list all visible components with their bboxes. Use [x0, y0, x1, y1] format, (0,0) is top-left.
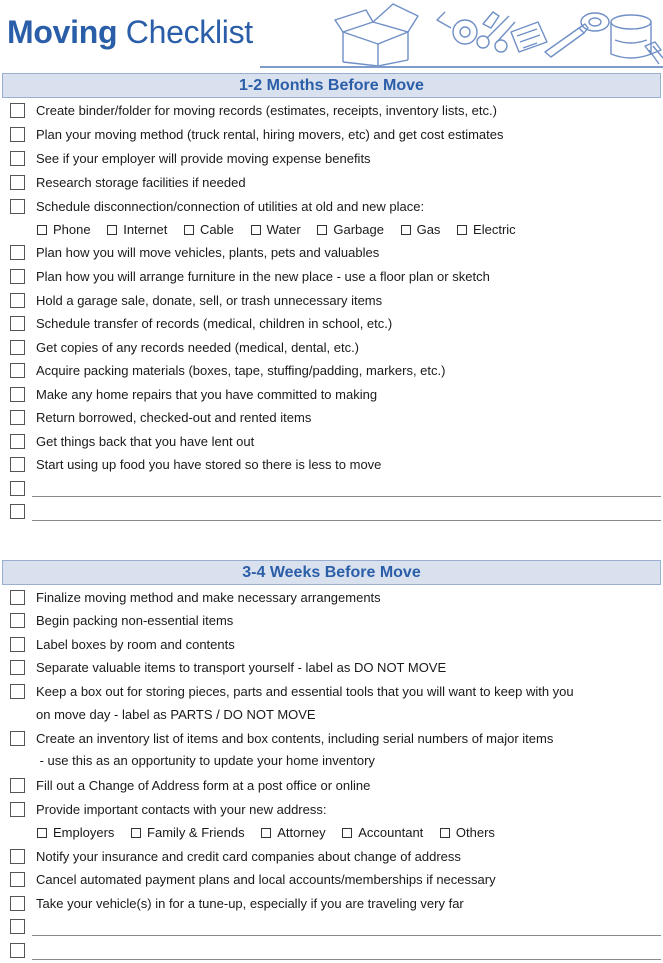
checkbox[interactable] [10, 849, 25, 864]
checkbox[interactable] [10, 590, 25, 605]
checklist-item [0, 124, 663, 147]
checkbox[interactable] [10, 613, 25, 628]
checkbox[interactable] [10, 199, 25, 214]
section-1-heading-bar [2, 73, 661, 98]
item-text: Label boxes by room and contents [36, 637, 235, 652]
checkbox[interactable] [10, 269, 25, 284]
title-bold: Moving [7, 14, 118, 50]
item-text: Hold a garage sale, donate, sell, or trash unnecessary items [36, 293, 383, 308]
title-light: Checklist [125, 14, 253, 50]
checkbox[interactable] [10, 504, 25, 519]
item-text: Plan your moving method (truck rental, hiring movers, etc) and get cost estimates [36, 127, 504, 142]
checklist-item [0, 431, 663, 454]
checklist-item [0, 681, 663, 704]
checkbox[interactable] [10, 802, 25, 817]
mini-checkbox[interactable] [251, 225, 261, 235]
item-text: Fill out a Change of Address form at a post office or online [36, 778, 371, 793]
mini-checkbox[interactable] [184, 225, 194, 235]
checkbox[interactable] [10, 151, 25, 166]
contact-option[interactable]: Attorney [261, 824, 325, 841]
item-text: See if your employer will provide moving expense benefits [36, 151, 371, 166]
item-text: Begin packing non-essential items [36, 613, 234, 628]
mini-checkbox[interactable] [401, 225, 411, 235]
page-title [7, 14, 253, 51]
item-text: Make any home repairs that you have committed to making [36, 387, 378, 402]
checklist-item [0, 587, 663, 610]
contact-option[interactable]: Family & Friends [131, 824, 245, 841]
mini-checkbox[interactable] [37, 225, 47, 235]
item-text-continued: - use this as an opportunity to update your home inventory [36, 753, 375, 768]
checkbox[interactable] [10, 127, 25, 142]
mini-checkbox[interactable] [261, 828, 271, 838]
utility-option[interactable]: Water [251, 221, 301, 238]
checkbox[interactable] [10, 387, 25, 402]
mini-checkbox[interactable] [131, 828, 141, 838]
item-text: Return borrowed, checked-out and rented items [36, 410, 312, 425]
item-text: Research storage facilities if needed [36, 175, 246, 190]
item-text: Notify your insurance and credit card companies about change of address [36, 849, 461, 864]
mini-checkbox[interactable] [342, 828, 352, 838]
utility-option[interactable]: Electric [457, 221, 516, 238]
mini-checkbox[interactable] [107, 225, 117, 235]
page-header [0, 0, 663, 72]
item-text: Finalize moving method and make necessary arrangements [36, 590, 381, 605]
checklist-item [0, 728, 663, 751]
blank-write-line[interactable] [32, 959, 661, 960]
section-2-heading-bar [2, 560, 661, 585]
checklist-item [0, 454, 663, 477]
checklist-item [0, 290, 663, 313]
checkbox[interactable] [10, 293, 25, 308]
item-text: Schedule disconnection/connection of utilities at old and new place: [36, 199, 425, 214]
checkbox[interactable] [10, 245, 25, 260]
checklist-item [0, 360, 663, 383]
checklist-item [0, 242, 663, 265]
utility-option[interactable]: Gas [401, 221, 441, 238]
item-text: Keep a box out for storing pieces, parts and essential tools that you will want to keep with you [36, 684, 574, 699]
checklist-item [0, 313, 663, 336]
checklist-item [0, 799, 663, 822]
checkbox[interactable] [10, 919, 25, 934]
checkbox[interactable] [10, 778, 25, 793]
item-text-continued: on move day - label as PARTS / DO NOT MOVE [36, 707, 316, 722]
utilities-options [37, 221, 529, 241]
checklist-item [0, 610, 663, 633]
blank-checklist-item [0, 478, 663, 501]
checklist-item [0, 148, 663, 171]
item-text: Cancel automated payment plans and local accounts/memberships if necessary [36, 872, 496, 887]
checklist-item [0, 384, 663, 407]
checkbox[interactable] [10, 943, 25, 958]
utility-option[interactable]: Internet [107, 221, 167, 238]
checkbox[interactable] [10, 872, 25, 887]
checkbox[interactable] [10, 434, 25, 449]
mini-checkbox[interactable] [317, 225, 327, 235]
checklist-item [0, 846, 663, 869]
item-text: Create binder/folder for moving records (estimates, receipts, inventory lists, etc.) [36, 103, 497, 118]
item-text: Provide important contacts with your new address: [36, 802, 327, 817]
item-text: Plan how you will move vehicles, plants, pets and valuables [36, 245, 380, 260]
utility-option[interactable]: Phone [37, 221, 91, 238]
checkbox[interactable] [10, 410, 25, 425]
item-text: Get things back that you have lent out [36, 434, 255, 449]
checklist-item [0, 100, 663, 123]
utility-option[interactable]: Garbage [317, 221, 384, 238]
checkbox[interactable] [10, 340, 25, 355]
mini-checkbox[interactable] [440, 828, 450, 838]
checkbox[interactable] [10, 637, 25, 652]
item-text: Create an inventory list of items and box contents, including serial numbers of major items [36, 731, 554, 746]
mini-checkbox[interactable] [37, 828, 47, 838]
checklist-item [0, 634, 663, 657]
item-text: Start using up food you have stored so there is less to move [36, 457, 382, 472]
checklist-item [0, 266, 663, 289]
item-text: Take your vehicle(s) in for a tune-up, especially if you are traveling very far [36, 896, 464, 911]
item-text: Acquire packing materials (boxes, tape, stuffing/padding, markers, etc.) [36, 363, 446, 378]
checklist-item [0, 407, 663, 430]
mini-checkbox[interactable] [457, 225, 467, 235]
checkbox[interactable] [10, 481, 25, 496]
contact-option[interactable]: Others [440, 824, 495, 841]
checklist-item [0, 657, 663, 680]
checklist-item [0, 196, 663, 219]
checkbox[interactable] [10, 684, 25, 699]
checkbox[interactable] [10, 896, 25, 911]
section-2-heading: 3-4 Weeks Before Move [242, 564, 421, 581]
checkbox[interactable] [10, 457, 25, 472]
checkbox[interactable] [10, 316, 25, 331]
checklist-item [0, 869, 663, 892]
checkbox[interactable] [10, 103, 25, 118]
blank-write-line[interactable] [32, 496, 661, 497]
utility-option[interactable]: Cable [184, 221, 234, 238]
checklist-item [0, 893, 663, 916]
checkbox[interactable] [10, 731, 25, 746]
checklist-item [0, 337, 663, 360]
item-text: Schedule transfer of records (medical, children in school, etc.) [36, 316, 393, 331]
checklist-item [0, 775, 663, 798]
checkbox[interactable] [10, 363, 25, 378]
moving-supplies-illustration [333, 2, 663, 66]
contact-option[interactable]: Accountant [342, 824, 423, 841]
checkbox[interactable] [10, 175, 25, 190]
contact-option[interactable]: Employers [37, 824, 114, 841]
item-text: Separate valuable items to transport yourself - label as DO NOT MOVE [36, 660, 447, 675]
checkbox[interactable] [10, 660, 25, 675]
checklist-item [0, 172, 663, 195]
contacts-options [37, 824, 508, 844]
item-text: Get copies of any records needed (medical, dental, etc.) [36, 340, 360, 355]
header-rule [260, 66, 663, 68]
blank-write-line[interactable] [32, 935, 661, 936]
section-1-heading: 1-2 Months Before Move [239, 77, 424, 94]
blank-write-line[interactable] [32, 520, 661, 521]
item-text: Plan how you will arrange furniture in the new place - use a floor plan or sketch [36, 269, 490, 284]
